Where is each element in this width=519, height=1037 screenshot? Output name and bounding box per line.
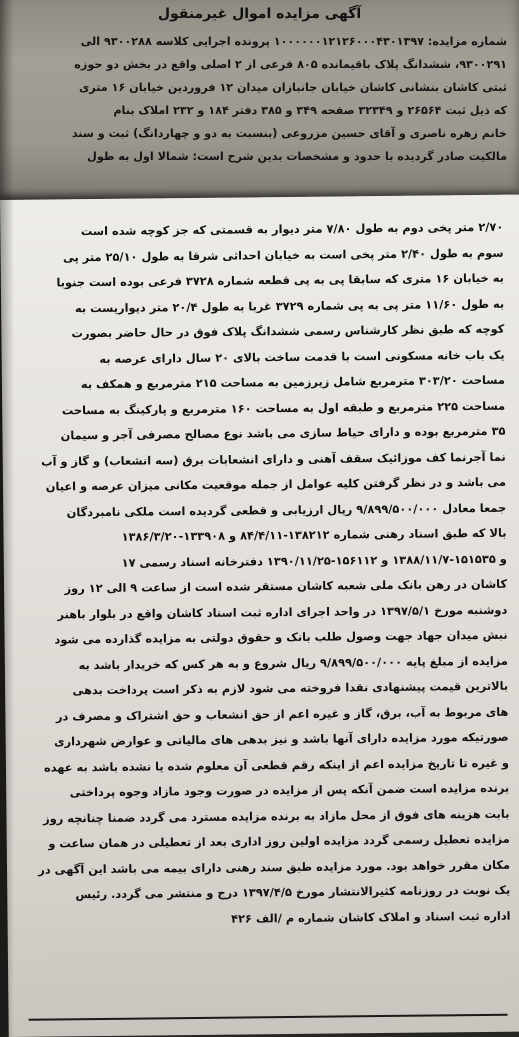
body-text-block (10, 215, 510, 934)
clipping-main-section (0, 195, 519, 1037)
text-line: صورتیکه مورد مزایده دارای آنها باشد و نیز بدهی های مالیاتی و عوارض شهرداری (54, 729, 509, 749)
text-line: جمعا معادل ۹/۸۹۹/۵۰۰/۰۰۰ ریال ارزیابی و قطعی گردیده است ملکی نامبردگان (66, 500, 507, 519)
text-line: یک باب خانه مسکونی است با قدمت ساخت بالای ۲۰ سال دارای عرصه به (99, 347, 505, 366)
text-line: مکان مقرر خواهد بود. مورد مزایده طبق سند رهنی دارای بیمه می باشد این آگهی در (38, 857, 511, 877)
text-line: مساحت ۲۲۵ مترمربع و طبقه اول به مساحت ۱۶۰ مترمربع و پارکینگ به مساحت (61, 398, 506, 417)
text-line: مساحت ۳۰۳/۲۰ مترمربع شامل زیرزمین به مساحت ۲۱۵ مترمربع و همکف به (80, 372, 505, 392)
text-line: مالکیت صادر گردیده با حدود و مشخصات بدین شرح است: شمالا اول به طول (87, 150, 507, 163)
text-line: مزایده تعطیل رسمی گردد مزایده اولین روز اداری بعد از تعطیلی در همان ساعت و (48, 831, 510, 851)
text-line: اداره ثبت اسناد و املاک کاشان شماره م /الف ۴۲۶ (231, 908, 511, 926)
text-line: خانم زهره ناصری و آقای حسین مزروعی (بنسبت به دو و چهاردانگ) ثبت و سند (71, 127, 507, 140)
bottom-rule (29, 1014, 508, 1031)
text-line: بالاترین قیمت پیشنهادی نقدا فروخته می شود لازم به ذکر است پرداخت بدهی (72, 678, 509, 698)
notice-title: آگهی مزایده اموال غیرمنقول (157, 6, 362, 22)
text-line: می باشد و در نظر گرفتن کلیه عوامل از جمله موقعیت مکانی میزان عرصه و اعیان (45, 474, 507, 494)
text-line: که ذیل ثبت ۲۶۵۶۴ و ۳۲۳۴۹ صفحه ۳۴۹ و ۳۸۵ دفتر ۱۸۴ و ۲۳۲ املاک بنام (113, 104, 507, 117)
top-text-block (10, 30, 507, 168)
text-line: یک نوبت در روزنامه کثیرالانتشار مورخ ۱۳۹۷/۴/۵ درج و منتشر می گردد. رئیس (75, 882, 511, 902)
text-line: به طول ۱۱/۶۰ متر پی به پی شماره ۳۷۲۹ غربا به طول ۲۰/۴ متر دیواریست به (74, 296, 505, 315)
text-line: ۹۳۰۰۲۹۱، ششدانگ پلاک باقیمانده ۸۰۵ فرعی از ۲ اصلی واقع در بخش دو حوزه (74, 58, 507, 71)
text-line: نما آجرنما کف موزائیک سقف آهنی و دارای انشعابات برق (سه انشعاب) و گاز و آب (41, 449, 506, 469)
text-line: شماره مزایده: ۱۰۰۰۰۰۰۱۲۱۲۶۰۰۰۴۳۰۱۳۹۷ پرونده اجرایی کلاسه ۹۳۰۰۲۸۸ الی (80, 35, 507, 48)
text-line: نبش میدان جهاد جهت وصول طلب بانک و حقوق دولتی به مزایده گذارده می شود (54, 627, 508, 647)
text-line: برنده مزایده است ضمن آنکه پس از مزایده در صورت وجود مازاد وجوه پرداختی (69, 780, 510, 800)
clipping-top-section (0, 0, 519, 202)
text-line: دوشنبه مورخ ۱۳۹۷/۵/۱ در واحد اجرای اداره ثبت اسناد کاشان واقع در بلوار باهنر (57, 602, 508, 621)
text-line: بالا که طبق اسناد رهنی شماره ۱۳۸۲۱۲-۸۴/۴/۱۱ و ۱۳۳۹۰۸-۱۳۸۶/۳/۲۰ (121, 525, 507, 544)
text-line: بابت هزینه های فوق از محل مازاد به برنده مزایده مسترد می گردد ضمنا چنانچه روز (43, 806, 510, 826)
text-line: ۳۵ مترمربع بوده و دارای حیاط سازی می باشد نوع مصالح مصرفی آجر و سیمان (60, 423, 506, 443)
text-line: ثبتی کاشان بنشانی کاشان خیابان جانبازان میدان ۱۲ فروردین خیابان ۱۶ متری (79, 81, 507, 94)
text-line: و غیره تا تاریخ مزایده اعم از اینکه رقم قطعی آن معلوم شده یا نشده باشد به عهده (43, 755, 509, 775)
text-line: مزایده از مبلغ پایه ۹/۸۹۹/۵۰۰/۰۰۰ ریال شروع و به هر کس که خریدار باشد به (78, 653, 508, 672)
text-line: ۲/۷۰ متر پخی دوم به طول ۷/۸۰ متر دیوار به قسمتی که جز کوچه شده است (80, 219, 504, 239)
text-line: سوم به طول ۲/۴۰ متر پخی است به خیابان احداثی شرقا به طول ۲۵/۱۰ متر پی (62, 245, 504, 264)
text-line: های مربوط به آب، برق، گاز و غیره اعم از حق انشعاب و حق اشتراک و مصرف در (55, 704, 509, 723)
text-line: کاشان در رهن بانک ملی شعبه کاشان مستقر شده است از ساعت ۹ الی ۱۲ روز (64, 576, 508, 596)
text-line: کوچه که طبق نظر کارشناس رسمی ششدانگ پلاک فوق در حال حاضر بصورت (71, 321, 505, 341)
text-line: و ۱۵۱۵۳۵-۱۳۸۸/۱۱/۷ و ۱۵۶۱۱۲-۱۳۹۰/۱۱/۲۵ دفترخانه اسناد رسمی ۱۷ (121, 551, 507, 570)
text-line: به خیابان ۱۶ متری که سابقا پی به پی قطعه شماره ۳۷۲۸ فرعی بوده است جنوبا (56, 270, 504, 290)
